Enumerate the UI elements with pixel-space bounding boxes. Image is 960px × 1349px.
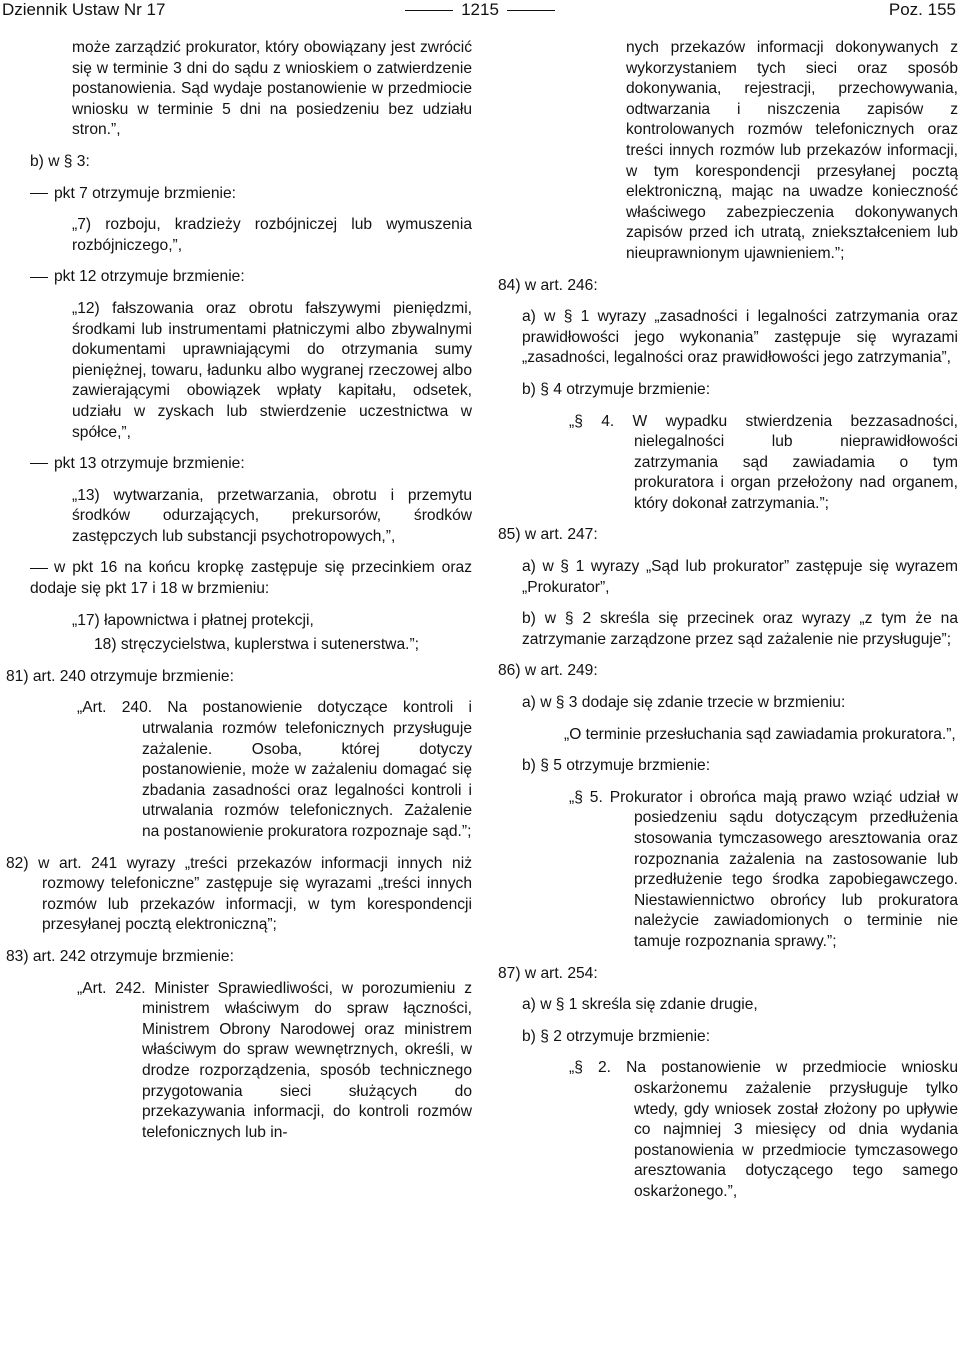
page-number: 1215 <box>0 0 960 21</box>
paragraph: b) w § 3: <box>30 152 90 170</box>
paragraph: pkt 7 otrzymuje brzmienie: <box>6 184 472 205</box>
dash-marker <box>30 185 54 202</box>
paragraph: może zarządzić prokurator, który obowiązany jest zwrócić się w terminie 3 dni do sądu z wnioskiem o zatwierdzenie postanowienia. Sąd wydaje postanowienie w przedmiocie wniosku w terminie 5 dni na posiedzeniu bez udziału stron.”, <box>72 39 472 139</box>
paragraph: b) § 5 otrzymuje brzmienie: <box>522 757 711 775</box>
paragraph: „Art. 242. Minister Sprawiedliwości, w porozumieniu z ministrem właściwym do spraw łączności, Ministrem Obrony Narodowej oraz ministrem właściwym do spraw wewnętrznych, określi, w drodze rozporządzenia, sposób technicznego przygotowania sieci służących do przekazywania informacji, do kontroli rozmów telefonicznych lub in- <box>77 979 472 1141</box>
paragraph: b) § 4 otrzymuje brzmienie: <box>522 380 711 398</box>
paragraph: „§ 5. Prokurator i obrońca mają prawo wziąć udział w posiedzeniu sądu dotyczącym przedłużenia stosowania tymczasowego aresztowania oraz rozpoznania zażalenia na zastosowanie lub przedłużenie tego środka zapobiegawczego. Niestawiennictwo obrońcy lub prokuratora należycie zawiadomionych o terminie nie tamuje rozpoznania sprawy.”; <box>569 788 958 950</box>
right-column <box>498 38 958 1214</box>
paragraph: „§ 4. W wypadku stwierdzenia bezzasadności, nielegalności lub nieprawidłowości zatrzymania sąd zawiadamia o tym prokuratora i organ przełożony nad organem, który dokonał zatrzymania.”; <box>569 412 958 512</box>
paragraph: „§ 2. Na postanowienie w przedmiocie wniosku oskarżonemu zażalenie przysługuje tylko wtedy, gdy wniosek został złożony po upływie co najmniej 3 miesięcy od dnia wydania postanowienia w przedmiocie tymczasowego aresztowania dotyczącego tego samego oskarżonego.”, <box>569 1059 958 1200</box>
paragraph: pkt 13 otrzymuje brzmienie: <box>6 454 472 475</box>
paragraph: „13) wytwarzania, przetwarzania, obrotu i przemytu środków odurzających, prekursorów, środków zastępczych lub substancji psychotropowych,”, <box>72 486 472 545</box>
paragraph: 87) w art. 254: <box>498 964 598 982</box>
paragraph: 85) w art. 247: <box>498 526 598 544</box>
paragraph: pkt 12 otrzymuje brzmienie: <box>6 267 472 288</box>
dash-left <box>405 10 453 11</box>
paragraph: 82) w art. 241 wyrazy „treści przekazów informacji innych niż rozmowy telefoniczne” zastępuje się wyrazami „treści innych rozmów lub przekazów informacji, w tym korespondencji przesyłanej pocztą elektroniczną”; <box>6 854 472 934</box>
position-number: Poz. 155 <box>888 0 956 19</box>
page-header <box>0 0 960 26</box>
dash-marker <box>30 559 54 576</box>
paragraph: „17) łapownictwa i płatnej protekcji, <box>72 611 314 629</box>
paragraph: „O terminie przesłuchania sąd zawiadamia prokuratora.”, <box>564 725 956 743</box>
paragraph: a) w § 1 wyrazy „zasadności i legalności zatrzymania oraz prawidłowości jego wykonania” zastępuje się wyrazami „zasadności, legalności oraz prawidłowości jego zatrzymania”, <box>522 308 958 367</box>
paragraph: w pkt 16 na końcu kropkę zastępuje się przecinkiem oraz dodaje się pkt 17 i 18 w brzmieniu: <box>30 559 472 598</box>
paragraph: b) § 2 otrzymuje brzmienie: <box>522 1027 711 1045</box>
dash-marker <box>30 268 54 285</box>
journal-title: Dziennik Ustaw Nr 17 <box>2 0 166 19</box>
paragraph: nych przekazów informacji dokonywanych z wykorzystaniem tych sieci oraz sposób dokonywania, rejestracji, przechowywania, odtwarzania i niszczenia zapisów z kontrolowanych rozmów telefonicznych oraz treści innych rozmów lub przekazów informacji, w tym korespondencji przesyłanej pocztą elektroniczną, mając na uwadze konieczność właściwego zabezpieczenia dokonywanych zapisów przed ich utratą, zniekształceniem lub nieuprawnionym ujawnieniem.”; <box>626 39 958 262</box>
dash-marker <box>30 455 54 472</box>
paragraph: 84) w art. 246: <box>498 276 598 294</box>
paragraph: 86) w art. 249: <box>498 662 598 680</box>
left-column <box>6 38 472 1154</box>
paragraph: 81) art. 240 otrzymuje brzmienie: <box>6 667 234 685</box>
paragraph: 18) stręczycielstwa, kuplerstwa i sutenerstwa.”; <box>94 636 419 654</box>
paragraph: „12) fałszowania oraz obrotu fałszywymi pieniędzmi, środkami lub instrumentami płatniczymi albo zbywalnymi dokumentami uprawniającymi do otrzymania sumy pieniężnej, towaru, ładunku albo wygranej rzeczowej albo zawierającymi obowiązek wpłaty kapitału, odsetek, udziału w zyskach lub stwierdzenie uczestnictwa w spółce,”, <box>72 299 472 441</box>
paragraph: a) w § 3 dodaje się zdanie trzecie w brzmieniu: <box>522 694 846 712</box>
paragraph: „Art. 240. Na postanowienie dotyczące kontroli i utrwalania rozmów telefonicznych przysługuje zażalenie. Osoba, której dotyczy postanowienie, może w zażaleniu domagać się zbadania zasadności oraz legalności kontroli i utrwalania rozmów telefonicznych. Zażalenie na postanowienie prokuratora rozpoznaje sąd.”; <box>77 699 472 840</box>
dash-right <box>507 10 555 11</box>
paragraph: a) w § 1 wyrazy „Sąd lub prokurator” zastępuje się wyrazem „Prokurator”, <box>522 558 958 596</box>
paragraph: a) w § 1 skreśla się zdanie drugie, <box>522 996 758 1014</box>
paragraph: b) w § 2 skreśla się przecinek oraz wyrazy „z tym że na zatrzymanie zarządzone przez sąd zażalenie nie przysługuje”; <box>522 610 958 648</box>
paragraph: „7) rozboju, kradzieży rozbójniczej lub wymuszenia rozbójniczego,”, <box>72 216 472 254</box>
paragraph: 83) art. 242 otrzymuje brzmienie: <box>6 947 234 965</box>
